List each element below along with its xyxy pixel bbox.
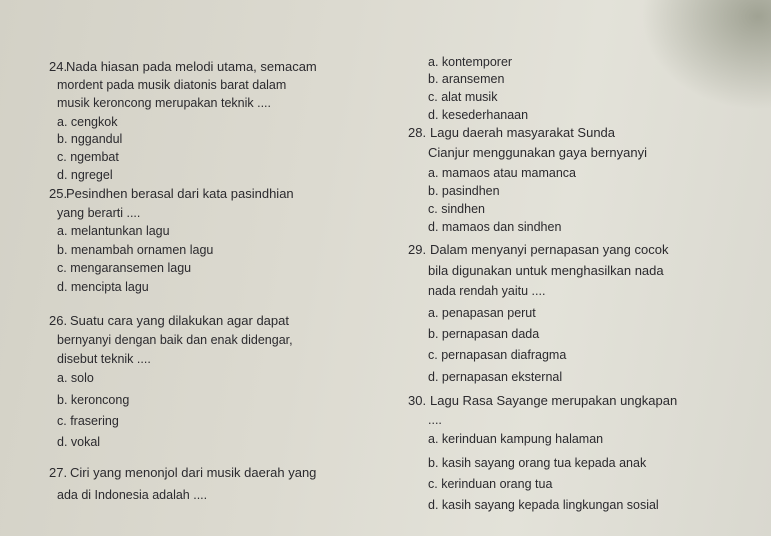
- question-text-line: Ciri yang menonjol dari musik daerah yang: [70, 465, 317, 480]
- question-text-line: nada rendah yaitu ....: [428, 284, 546, 298]
- question-text-line: bernyanyi dengan baik dan enak didengar,: [57, 333, 293, 347]
- answer-option: a. kerinduan kampung halaman: [428, 432, 604, 446]
- answer-option: c. alat musik: [428, 90, 498, 104]
- question-text-line: Dalam menyanyi pernapasan yang cocok: [430, 242, 669, 257]
- question-text-line: Suatu cara yang dilakukan agar dapat: [70, 313, 289, 328]
- question-number: 26.: [49, 313, 68, 328]
- answer-option: a. cengkok: [57, 115, 118, 129]
- question-text-line: yang berarti ....: [57, 206, 141, 220]
- question-number: 25.: [49, 186, 68, 201]
- answer-option: d. vokal: [57, 435, 101, 449]
- question-text-line: Nada hiasan pada melodi utama, semacam: [66, 59, 317, 74]
- corner-shadow: [641, 0, 771, 110]
- answer-option: a. solo: [57, 371, 94, 385]
- question-number: 24.: [49, 59, 68, 74]
- answer-option: d. mamaos dan sindhen: [428, 220, 562, 234]
- answer-option: b. kasih sayang orang tua kepada anak: [428, 456, 647, 470]
- answer-option: d. pernapasan eksternal: [428, 370, 563, 384]
- question-number: 27.: [49, 465, 68, 480]
- answer-option: b. menambah ornamen lagu: [57, 243, 214, 257]
- answer-option: b. pasindhen: [428, 184, 500, 198]
- answer-option: b. pernapasan dada: [428, 327, 540, 341]
- question-text-line: ada di Indonesia adalah ....: [57, 488, 208, 502]
- question-text-line: disebut teknik ....: [57, 352, 151, 366]
- answer-option: d. kasih sayang kepada lingkungan sosial: [428, 498, 659, 512]
- answer-option: a. mamaos atau mamanca: [428, 166, 576, 180]
- question-text-line: Lagu daerah masyarakat Sunda: [430, 125, 616, 140]
- question-text-line: musik keroncong merupakan teknik ....: [57, 96, 271, 110]
- question-text-line: Pesindhen berasal dari kata pasindhian: [66, 186, 294, 201]
- question-text-line: ....: [428, 413, 442, 427]
- answer-option: a. penapasan perut: [428, 306, 536, 320]
- answer-option: c. kerinduan orang tua: [428, 477, 553, 491]
- question-text-line: mordent pada musik diatonis barat dalam: [57, 78, 287, 92]
- answer-option: a. kontemporer: [428, 55, 513, 69]
- answer-option: a. melantunkan lagu: [57, 224, 170, 238]
- answer-option: c. pernapasan diafragma: [428, 348, 567, 362]
- question-number: 29.: [408, 242, 427, 257]
- answer-option: c. sindhen: [428, 202, 485, 216]
- answer-option: b. keroncong: [57, 393, 130, 407]
- question-text-line: Lagu Rasa Sayange merupakan ungkapan: [430, 393, 678, 408]
- answer-option: d. kesederhanaan: [428, 108, 529, 122]
- answer-option: b. aransemen: [428, 72, 505, 86]
- answer-option: c. frasering: [57, 414, 119, 428]
- answer-option: c. mengaransemen lagu: [57, 261, 192, 275]
- question-text-line: bila digunakan untuk menghasilkan nada: [428, 263, 664, 278]
- answer-option: b. nggandul: [57, 132, 123, 146]
- question-number: 28.: [408, 125, 427, 140]
- question-number: 30.: [408, 393, 427, 408]
- answer-option: d. ngregel: [57, 168, 113, 182]
- answer-option: c. ngembat: [57, 150, 119, 164]
- answer-option: d. mencipta lagu: [57, 280, 149, 294]
- question-text-line: Cianjur menggunakan gaya bernyanyi: [428, 145, 647, 160]
